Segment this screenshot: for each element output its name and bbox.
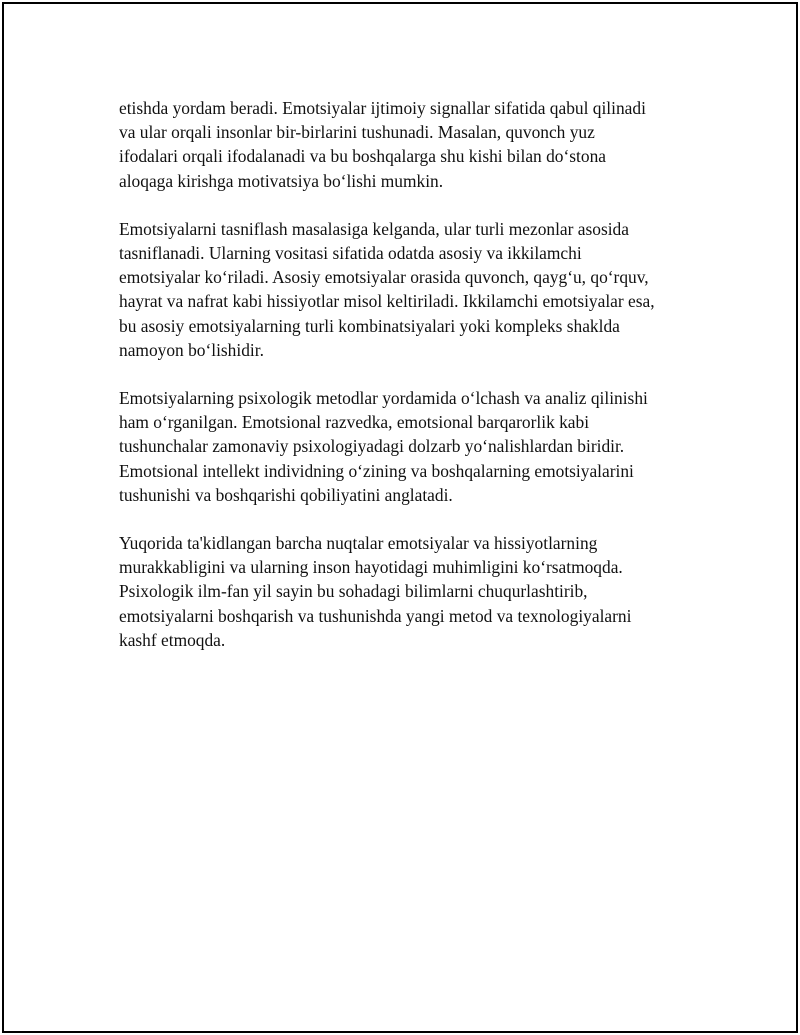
text-line: Emotsional intellekt individning o‘zining va boshqalarning emotsiyalarini bbox=[119, 460, 634, 481]
text-line: etishda yordam beradi. Emotsiyalar ijtimoiy signallar sifatida qabul qilinadi bbox=[119, 98, 646, 118]
text-line: tushunchalar zamonaviy psixologiyadagi dolzarb yo‘nalishlardan biridir. bbox=[119, 436, 625, 457]
text-line: tushunishi va boshqarishi qobiliyatini anglatadi. bbox=[119, 484, 453, 505]
paragraph-3 bbox=[119, 386, 709, 507]
text-line: Psixologik ilm-fan yil sayin bu sohadagi bilimlarni chuqurlashtirib, bbox=[119, 581, 588, 602]
paragraph-4 bbox=[119, 531, 709, 652]
text-line: kashf etmoqda. bbox=[119, 629, 226, 650]
paragraph-1 bbox=[119, 96, 709, 193]
text-line: emotsiyalar ko‘riladi. Asosiy emotsiyalar orasida quvonch, qayg‘u, qo‘rquv, bbox=[119, 267, 649, 288]
paragraph-2 bbox=[119, 217, 709, 362]
text-line: tasniflanadi. Ularning vositasi sifatida odatda asosiy va ikkilamchi bbox=[119, 243, 582, 264]
text-line: namoyon bo‘lishidir. bbox=[119, 339, 264, 360]
text-line: Emotsiyalarni tasniflash masalasiga kelganda, ular turli mezonlar asosida bbox=[119, 218, 629, 239]
text-line: Emotsiyalarning psixologik metodlar yordamida o‘lchash va analiz qilinishi bbox=[119, 388, 648, 409]
text-line: emotsiyalarni boshqarish va tushunishda yangi metod va texnologiyalarni bbox=[119, 605, 632, 626]
text-line: ifodalari orqali ifodalanadi va bu boshqalarga shu kishi bilan do‘stona bbox=[119, 146, 606, 167]
text-line: hayrat va nafrat kabi hissiyotlar misol keltiriladi. Ikkilamchi emotsiyalar esa, bbox=[119, 291, 655, 312]
text-line: ham o‘rganilgan. Emotsional razvedka, emotsional barqarorlik kabi bbox=[119, 412, 590, 433]
text-line: va ular orqali insonlar bir-birlarini tushunadi. Masalan, quvonch yuz bbox=[119, 122, 595, 143]
text-line: murakkabligini va ularning inson hayotidagi muhimligini ko‘rsatmoqda. bbox=[119, 557, 623, 578]
text-line: aloqaga kirishga motivatsiya bo‘lishi mumkin. bbox=[119, 170, 444, 191]
document-page bbox=[2, 2, 798, 1033]
document-body bbox=[119, 96, 709, 676]
text-line: bu asosiy emotsiyalarning turli kombinatsiyalari yoki kompleks shaklda bbox=[119, 315, 620, 336]
text-line: Yuqorida ta'kidlangan barcha nuqtalar emotsiyalar va hissiyotlarning bbox=[119, 533, 598, 554]
